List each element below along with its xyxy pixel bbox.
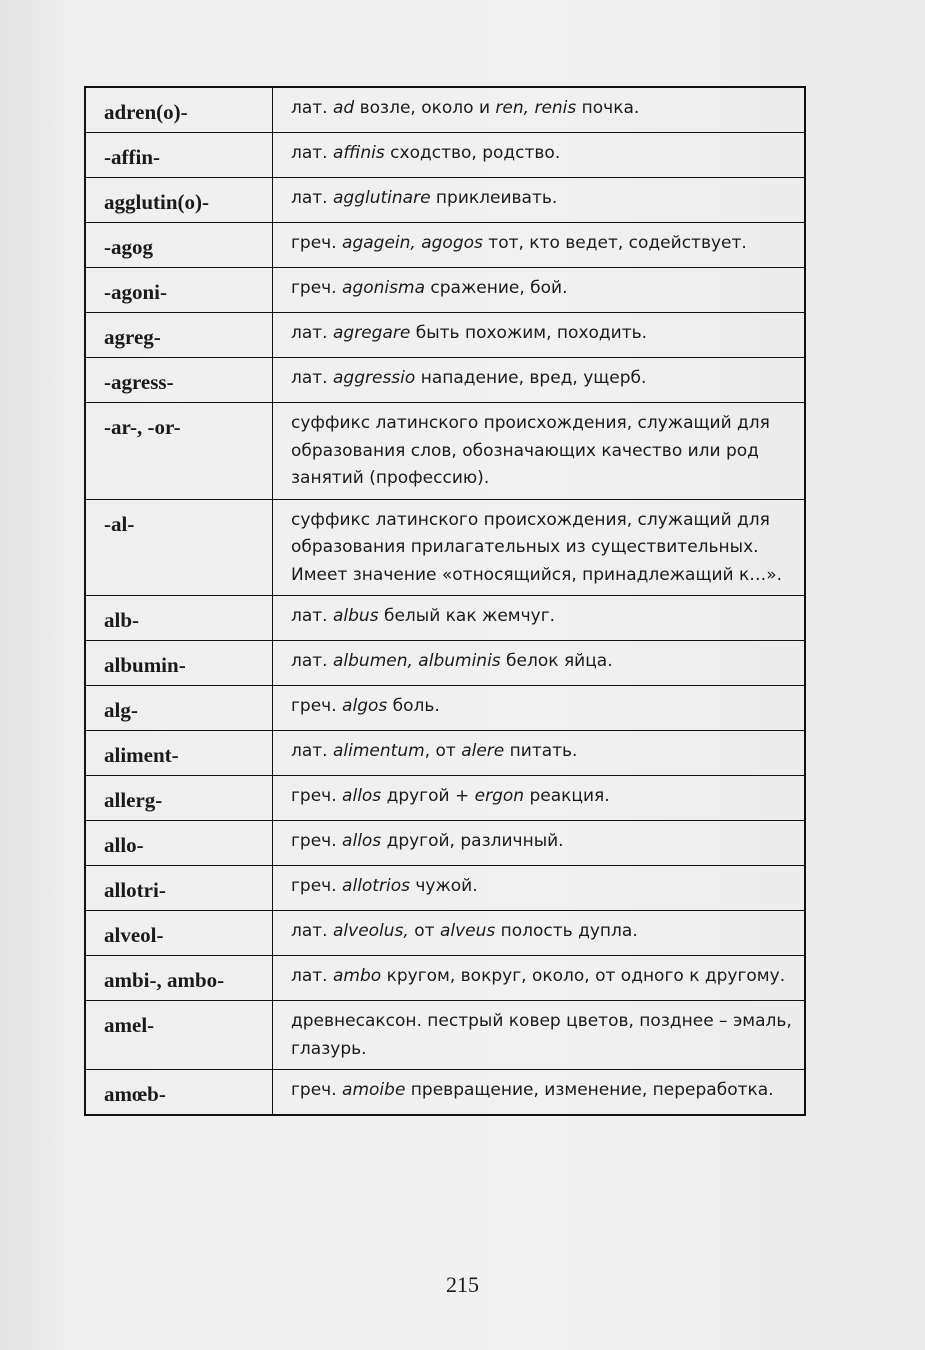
entry-term: ambi-, ambo- [85, 956, 273, 1001]
entry-definition [273, 313, 806, 358]
entry-term: -ar-, -or- [85, 403, 273, 500]
definition-italic-segment: ren, renis [495, 98, 577, 118]
definition-italic-segment: allotrios [342, 876, 410, 896]
entry-term: -affin- [85, 133, 273, 178]
entry-definition [273, 686, 806, 731]
definition-italic-segment: algos [342, 696, 388, 716]
dictionary-body [85, 87, 805, 1115]
definition-italic-segment: ambo [333, 966, 382, 986]
definition-text-segment: превращение, изменение, переработка. [405, 1080, 774, 1100]
table-row [85, 731, 805, 776]
dictionary-table [84, 86, 806, 1116]
table-row [85, 1001, 805, 1070]
entry-definition [273, 133, 806, 178]
entry-definition [273, 596, 806, 641]
entry-definition [273, 821, 806, 866]
entry-term: agglutin(o)- [85, 178, 273, 223]
definition-italic-segment: ad [333, 98, 355, 118]
definition-text-segment: греч. [291, 1080, 343, 1100]
definition-text-segment: лат. [291, 188, 333, 208]
definition-text-segment: , от [424, 741, 462, 761]
entry-definition [273, 178, 806, 223]
entry-term: alb- [85, 596, 273, 641]
entry-definition [273, 776, 806, 821]
entry-term: amel- [85, 1001, 273, 1070]
definition-text-segment: сражение, бой. [425, 278, 568, 298]
definition-text-segment: суффикс латинского происхождения, служащий для образования прилагательных из существительных. Имеет значение «относящийся, принадлежащий к…». [291, 509, 783, 585]
definition-text-segment: полость дупла. [495, 921, 638, 941]
entry-term: agreg- [85, 313, 273, 358]
definition-text-segment: боль. [387, 696, 440, 716]
entry-definition [273, 641, 806, 686]
definition-italic-segment: alveus [439, 921, 496, 941]
definition-text-segment: возле, около и [354, 98, 496, 118]
table-row [85, 313, 805, 358]
definition-italic-segment: amoibe [342, 1080, 406, 1100]
definition-text-segment: греч. [291, 831, 343, 851]
page-number: 215 [446, 1272, 479, 1297]
entry-term: aliment- [85, 731, 273, 776]
entry-definition [273, 403, 806, 500]
definition-text-segment: сходство, родство. [384, 143, 561, 163]
table-row [85, 178, 805, 223]
entry-definition [273, 358, 806, 403]
definition-text-segment: лат. [291, 741, 333, 761]
definition-text-segment: белок яйца. [500, 651, 613, 671]
definition-text-segment: чужой. [409, 876, 478, 896]
definition-text-segment: нападение, вред, ущерб. [415, 368, 647, 388]
definition-text-segment: лат. [291, 323, 333, 343]
definition-text-segment: лат. [291, 368, 333, 388]
definition-text-segment: лат. [291, 606, 333, 626]
definition-text-segment: почка. [576, 98, 640, 118]
entry-definition [273, 1070, 806, 1116]
definition-text-segment: греч. [291, 876, 343, 896]
definition-text-segment: питать. [504, 741, 578, 761]
entry-term: amœb- [85, 1070, 273, 1116]
definition-text-segment: приклеивать. [430, 188, 558, 208]
entry-term: allerg- [85, 776, 273, 821]
definition-italic-segment: albus [333, 606, 379, 626]
entry-term: -agoni- [85, 268, 273, 313]
definition-italic-segment: alimentum [333, 741, 425, 761]
entry-definition [273, 866, 806, 911]
table-row [85, 87, 805, 133]
definition-text-segment: лат. [291, 651, 333, 671]
definition-text-segment: древнесаксон. пестрый ковер цветов, позднее – эмаль, глазурь. [291, 1011, 792, 1059]
entry-definition [273, 87, 806, 133]
definition-italic-segment: agglutinare [333, 188, 431, 208]
definition-text-segment: греч. [291, 786, 343, 806]
entry-definition [273, 911, 806, 956]
definition-text-segment: греч. [291, 233, 343, 253]
table-row [85, 776, 805, 821]
definition-italic-segment: alveolus, [333, 921, 409, 941]
table-row [85, 596, 805, 641]
definition-text-segment: кругом, вокруг, около, от одного к другому. [381, 966, 786, 986]
entry-definition [273, 1001, 806, 1070]
definition-text-segment: быть похожим, походить. [410, 323, 648, 343]
definition-italic-segment: agagein, agogos [342, 233, 483, 253]
definition-italic-segment: affinis [333, 143, 385, 163]
entry-term: allo- [85, 821, 273, 866]
definition-italic-segment: allos [342, 831, 382, 851]
entry-term: -al- [85, 499, 273, 596]
definition-text-segment: лат. [291, 921, 333, 941]
table-row [85, 641, 805, 686]
entry-term: -agog [85, 223, 273, 268]
definition-text-segment: лат. [291, 98, 333, 118]
definition-text-segment: от [408, 921, 440, 941]
definition-italic-segment: allos [342, 786, 382, 806]
definition-text-segment: другой + [381, 786, 475, 806]
table-row [85, 956, 805, 1001]
entry-term: alg- [85, 686, 273, 731]
entry-term: albumin- [85, 641, 273, 686]
table-row [85, 499, 805, 596]
definition-text-segment: лат. [291, 966, 333, 986]
table-row [85, 403, 805, 500]
definition-italic-segment: albumen, albuminis [333, 651, 501, 671]
definition-text-segment: лат. [291, 143, 333, 163]
table-row [85, 821, 805, 866]
entry-term: -agress- [85, 358, 273, 403]
table-row [85, 911, 805, 956]
definition-italic-segment: ergon [474, 786, 525, 806]
definition-text-segment: другой, различный. [381, 831, 564, 851]
definition-italic-segment: agonisma [342, 278, 425, 298]
entry-term: allotri- [85, 866, 273, 911]
table-row [85, 358, 805, 403]
table-row [85, 686, 805, 731]
entry-term: alveol- [85, 911, 273, 956]
entry-definition [273, 499, 806, 596]
table-row [85, 866, 805, 911]
definition-italic-segment: aggressio [333, 368, 416, 388]
entry-definition [273, 223, 806, 268]
table-row [85, 133, 805, 178]
definition-italic-segment: agregare [333, 323, 411, 343]
entry-definition [273, 731, 806, 776]
definition-text-segment: греч. [291, 696, 343, 716]
definition-text-segment: тот, кто ведет, содействует. [482, 233, 747, 253]
definition-text-segment: греч. [291, 278, 343, 298]
entry-definition [273, 268, 806, 313]
definition-italic-segment: alere [461, 741, 505, 761]
entry-term: adren(o)- [85, 87, 273, 133]
definition-text-segment: суффикс латинского происхождения, служащий для образования слов, обозначающих качество или род занятий (профессию). [291, 413, 770, 488]
table-row [85, 1070, 805, 1116]
definition-text-segment: реакция. [524, 786, 610, 806]
definition-text-segment: белый как жемчуг. [378, 606, 556, 626]
entry-definition [273, 956, 806, 1001]
table-row [85, 268, 805, 313]
table-row [85, 223, 805, 268]
